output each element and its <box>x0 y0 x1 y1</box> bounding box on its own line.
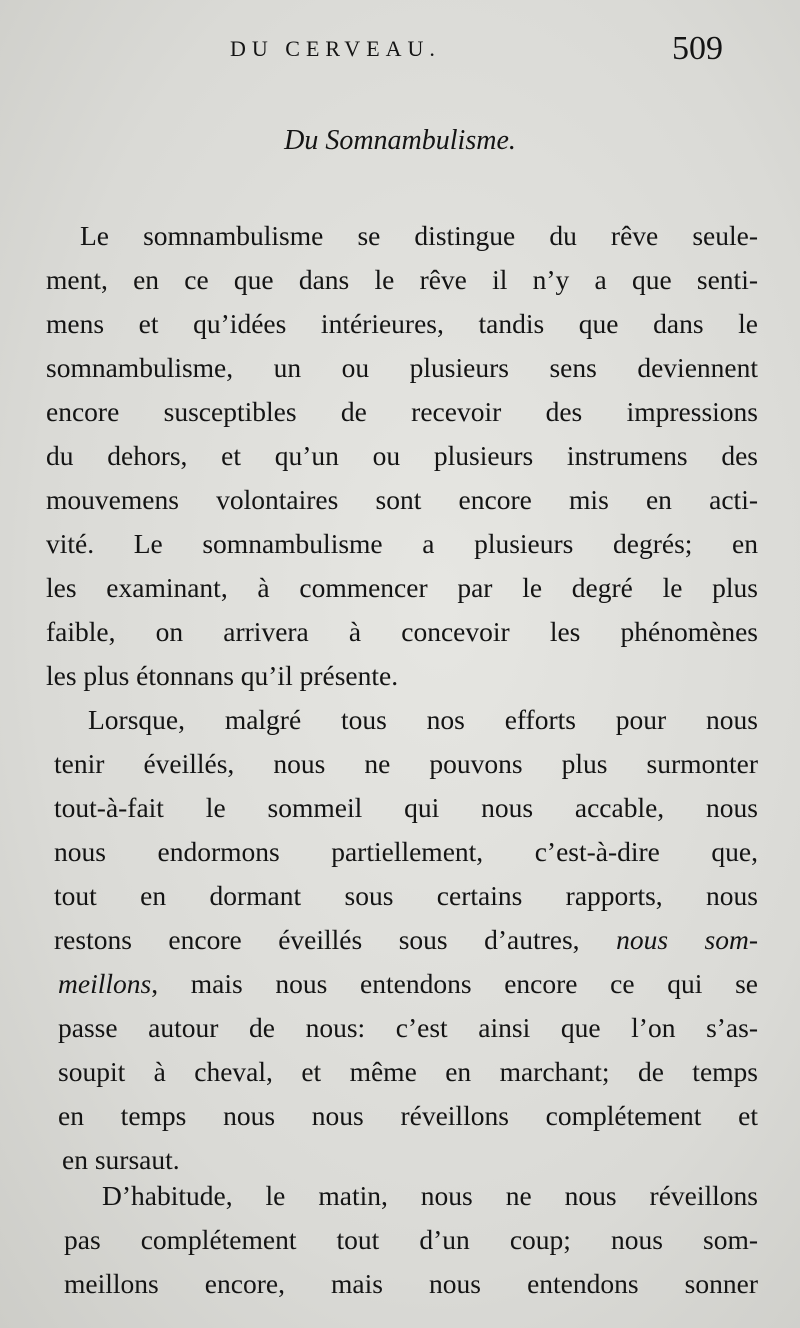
text-line <box>46 654 758 698</box>
text-line <box>64 1218 758 1262</box>
line-text: somnambulisme, un ou plusieurs sens deviennent <box>46 352 758 383</box>
text-line <box>80 214 758 258</box>
line-text: passe autour de nous: c’est ainsi que l’on s’as- <box>58 1012 758 1043</box>
line-text: du dehors, et qu’un ou plusieurs instrumens des <box>46 440 758 471</box>
text-line <box>54 918 758 962</box>
italic-text: meillons <box>58 968 152 999</box>
text-line <box>64 1262 758 1306</box>
text-line <box>46 566 758 610</box>
text-line <box>54 830 758 874</box>
line-text: les plus étonnans qu’il présente. <box>46 660 399 691</box>
section-title: Du Somnambulisme. <box>284 125 516 156</box>
text-line <box>54 874 758 918</box>
running-title: DU CERVEAU. <box>230 36 441 61</box>
text-line <box>46 478 758 522</box>
text-line <box>46 390 758 434</box>
text-line <box>88 698 758 742</box>
text-line <box>46 302 758 346</box>
text-line <box>54 742 758 786</box>
text-line <box>58 1094 758 1138</box>
text-line <box>58 962 758 1006</box>
text-line <box>46 258 758 302</box>
line-text: , mais nous entendons encore ce qui se <box>151 968 758 999</box>
text-line <box>58 1006 758 1050</box>
page-number: 509 <box>672 30 723 67</box>
line-text: tout-à-fait le sommeil qui nous accable, nous <box>54 792 758 823</box>
line-text: restons encore éveillés sous d’autres, <box>54 924 617 955</box>
line-text: D’habitude, le matin, nous ne nous réveillons <box>102 1180 758 1211</box>
line-text: mouvemens volontaires sont encore mis en acti- <box>46 484 758 515</box>
text-line <box>46 610 758 654</box>
text-line <box>46 346 758 390</box>
line-text: les examinant, à commencer par le degré le plus <box>46 572 758 603</box>
line-text: tout en dormant sous certains rapports, nous <box>54 880 758 911</box>
line-text: mens et qu’idées intérieures, tandis que dans le <box>46 308 758 339</box>
line-text: encore susceptibles de recevoir des impressions <box>46 396 758 427</box>
line-text: meillons encore, mais nous entendons sonner <box>64 1268 758 1299</box>
text-line <box>54 786 758 830</box>
line-text: soupit à cheval, et même en marchant; de temps <box>58 1056 758 1087</box>
line-text: Le somnambulisme se distingue du rêve seule- <box>80 220 758 251</box>
line-text: ment, en ce que dans le rêve il n’y a que senti- <box>46 264 758 295</box>
italic-text: nous som- <box>616 924 758 955</box>
line-text: nous endormons partiellement, c’est-à-dire que, <box>54 836 758 867</box>
text-line <box>46 522 758 566</box>
line-text: Lorsque, malgré tous nos efforts pour nous <box>88 704 758 735</box>
line-text: en temps nous nous réveillons complétement et <box>58 1100 758 1131</box>
line-text: pas complétement tout d’un coup; nous som- <box>64 1224 758 1255</box>
text-line <box>46 434 758 478</box>
line-text: vité. Le somnambulisme a plusieurs degrés; en <box>46 528 758 559</box>
line-text: faible, on arrivera à concevoir les phénomènes <box>46 616 758 647</box>
running-head <box>0 30 800 70</box>
line-text: en sursaut. <box>62 1144 180 1175</box>
line-text: tenir éveillés, nous ne pouvons plus surmonter <box>54 748 758 779</box>
text-line <box>102 1174 758 1218</box>
text-line <box>58 1050 758 1094</box>
